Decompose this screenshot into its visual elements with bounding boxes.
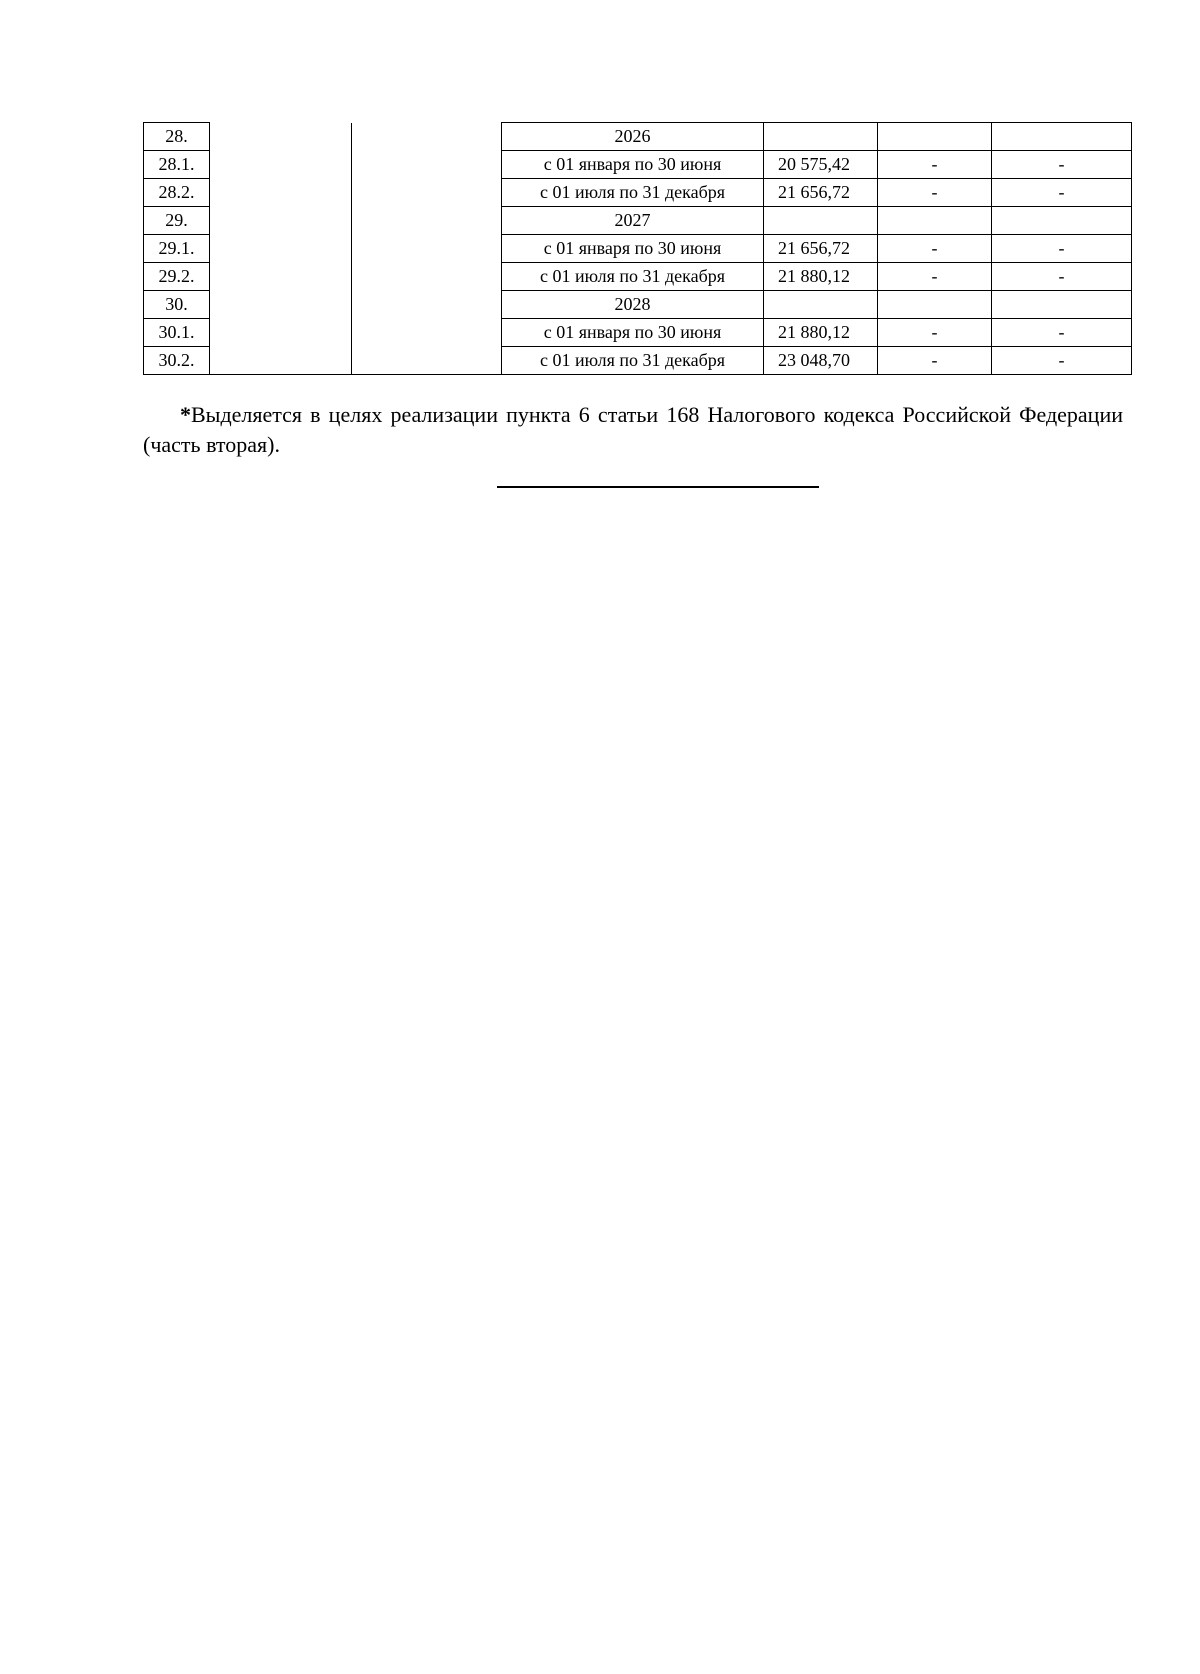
value-cell: -: [878, 151, 992, 179]
value-cell: -: [878, 319, 992, 347]
value-cell: -: [992, 235, 1132, 263]
value-cell: -: [878, 179, 992, 207]
row-number-cell: 28.2.: [144, 179, 210, 207]
period-cell: с 01 июля по 31 декабря: [502, 263, 764, 291]
footnote-marker: *: [180, 402, 191, 427]
row-number-cell: 29.2.: [144, 263, 210, 291]
row-number-cell: 29.: [144, 207, 210, 235]
period-cell: 2026: [502, 123, 764, 151]
value-cell: [992, 207, 1132, 235]
value-cell: [878, 207, 992, 235]
period-cell: с 01 января по 30 июня: [502, 319, 764, 347]
value-cell: -: [992, 347, 1132, 375]
row-number-cell: 28.: [144, 123, 210, 151]
footnote-paragraph: [143, 400, 1123, 460]
price-cell: 21 880,12: [764, 263, 878, 291]
period-cell: с 01 июля по 31 декабря: [502, 179, 764, 207]
price-cell: 20 575,42: [764, 151, 878, 179]
value-cell: [992, 123, 1132, 151]
merged-blank-cell: [352, 123, 502, 375]
price-cell: [764, 291, 878, 319]
row-number-cell: 28.1.: [144, 151, 210, 179]
row-number-cell: 29.1.: [144, 235, 210, 263]
end-of-document-rule: [497, 486, 819, 488]
period-cell: 2028: [502, 291, 764, 319]
value-cell: -: [992, 179, 1132, 207]
tariff-table: [143, 122, 1132, 375]
value-cell: -: [878, 263, 992, 291]
price-cell: 23 048,70: [764, 347, 878, 375]
price-cell: 21 656,72: [764, 179, 878, 207]
period-cell: с 01 июля по 31 декабря: [502, 347, 764, 375]
value-cell: -: [878, 347, 992, 375]
row-number-cell: 30.1.: [144, 319, 210, 347]
footnote: [143, 400, 1123, 460]
merged-blank-cell: [210, 123, 352, 375]
value-cell: -: [992, 151, 1132, 179]
value-cell: -: [992, 319, 1132, 347]
value-cell: [878, 123, 992, 151]
price-cell: [764, 207, 878, 235]
period-cell: с 01 января по 30 июня: [502, 235, 764, 263]
row-number-cell: 30.2.: [144, 347, 210, 375]
row-number-cell: 30.: [144, 291, 210, 319]
period-cell: с 01 января по 30 июня: [502, 151, 764, 179]
footnote-text: Выделяется в целях реализации пункта 6 статьи 168 Налогового кодекса Российской Федерации (часть вторая).: [143, 402, 1123, 457]
value-cell: -: [992, 263, 1132, 291]
table-row: [144, 123, 1132, 151]
value-cell: -: [878, 235, 992, 263]
period-cell: 2027: [502, 207, 764, 235]
value-cell: [992, 291, 1132, 319]
price-cell: 21 656,72: [764, 235, 878, 263]
price-cell: 21 880,12: [764, 319, 878, 347]
price-cell: [764, 123, 878, 151]
value-cell: [878, 291, 992, 319]
